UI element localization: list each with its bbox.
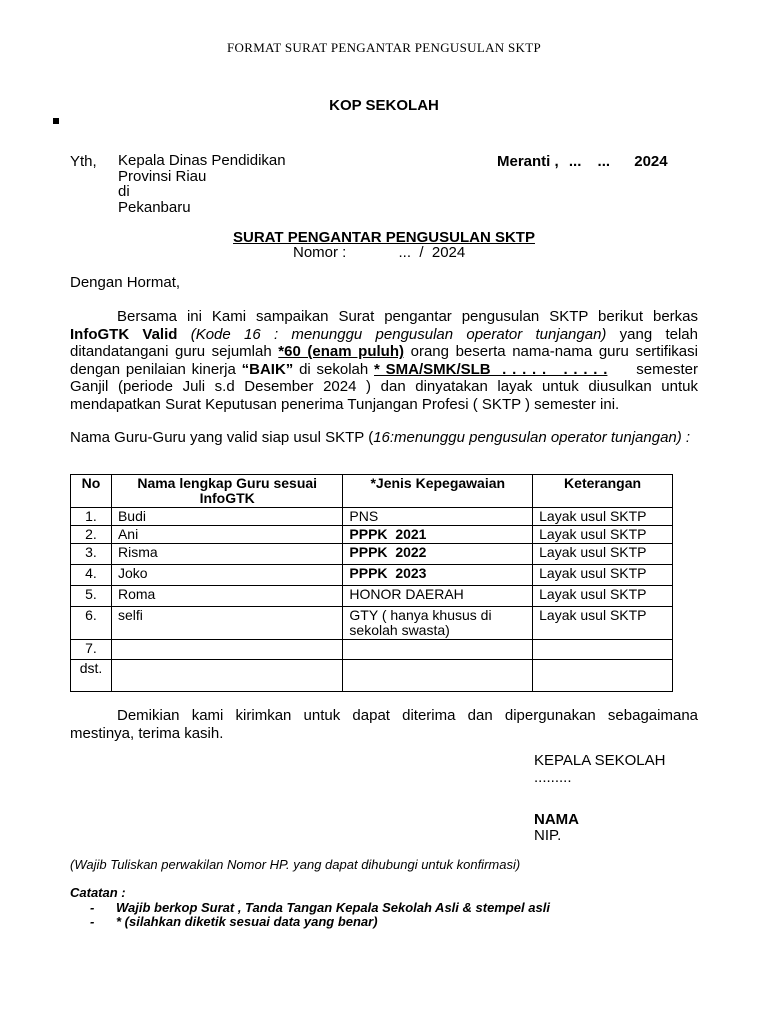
phone-note: (Wajib Tuliskan perwakilan Nomor HP. yang dapat dihubungi untuk konfirmasi) bbox=[70, 857, 521, 872]
signature-block bbox=[534, 752, 665, 786]
cell-name: Risma bbox=[111, 544, 342, 565]
cell-no: 3. bbox=[71, 544, 112, 565]
nomor-value: ... / 2024 bbox=[398, 244, 466, 261]
signature-title: KEPALA SEKOLAH bbox=[534, 752, 666, 769]
text: orang beserta nama-nama guru sertifikasi dengan penilaian kinerja bbox=[70, 343, 698, 378]
addressee-line: Kepala Dinas Pendidikan bbox=[118, 152, 286, 169]
letter-number bbox=[293, 244, 465, 261]
italic-text: (Kode 16 : menunggu pengusulan operator tunjangan) bbox=[177, 325, 607, 343]
table-row bbox=[71, 607, 673, 640]
text: Demikian kami kirimkan untuk dapat diterima dan dipergunakan sebagaimana mestinya, terima kasih. bbox=[70, 707, 698, 742]
italic-text: 16:menunggu pengusulan operator tunjangan) : bbox=[373, 429, 691, 446]
cell-no: 4. bbox=[71, 565, 112, 586]
date-day: ... bbox=[568, 153, 582, 170]
cell-jenis: GTY ( hanya khusus di sekolah swasta) bbox=[343, 607, 533, 640]
cell-name bbox=[111, 640, 342, 660]
cell-jenis bbox=[343, 640, 533, 660]
table-row bbox=[71, 526, 673, 544]
body-paragraph-1 bbox=[70, 308, 703, 413]
table-row bbox=[71, 660, 673, 692]
cell-keterangan: Layak usul SKTP bbox=[533, 508, 673, 526]
table-header-row bbox=[71, 475, 673, 508]
text: Bersama ini Kami sampaikan Surat pengantar pengusulan SKTP berikut berkas bbox=[117, 308, 698, 325]
school-name-placeholder: * SMA/SMK/SLB . . . . . . . . . . bbox=[374, 360, 608, 378]
table-row bbox=[71, 508, 673, 526]
cell-name bbox=[111, 660, 342, 692]
signer-block bbox=[534, 812, 579, 844]
col-header-keterangan: Keterangan bbox=[533, 475, 673, 508]
bold-text: “BAIK” bbox=[241, 360, 294, 378]
signature-dots: ......... bbox=[534, 769, 572, 786]
addressee-line: Pekanbaru bbox=[118, 198, 191, 216]
cell-keterangan: Layak usul SKTP bbox=[533, 544, 673, 565]
notes-block bbox=[70, 886, 550, 930]
cell-jenis: PPPK 2022 bbox=[343, 544, 533, 565]
col-header-name: Nama lengkap Guru sesuai InfoGTK bbox=[111, 475, 342, 508]
cell-keterangan: Layak usul SKTP bbox=[533, 607, 673, 640]
cell-keterangan: Layak usul SKTP bbox=[533, 526, 673, 544]
cell-keterangan bbox=[533, 660, 673, 692]
letterhead-placeholder: KOP SEKOLAH bbox=[329, 97, 439, 114]
date-year: 2024 bbox=[634, 153, 668, 170]
bold-text: InfoGTK Valid bbox=[70, 325, 178, 343]
closing-paragraph bbox=[70, 707, 698, 742]
cell-jenis: PPPK 2023 bbox=[343, 565, 533, 586]
cell-no: 7. bbox=[71, 640, 112, 660]
bullet-square-icon bbox=[53, 118, 59, 124]
cell-no: 2. bbox=[71, 526, 112, 544]
addressee-line: Provinsi Riau bbox=[118, 167, 207, 185]
cell-no: 6. bbox=[71, 607, 112, 640]
cell-no: dst. bbox=[71, 660, 112, 692]
signer-nip: NIP. bbox=[534, 827, 562, 844]
text: di sekolah bbox=[293, 360, 375, 378]
table-row bbox=[71, 544, 673, 565]
teacher-table bbox=[70, 474, 673, 692]
col-header-no: No bbox=[71, 475, 112, 508]
table-row bbox=[71, 640, 673, 660]
text: Nama Guru-Guru yang valid siap usul SKTP ( bbox=[70, 429, 374, 446]
teacher-count: *60 (enam puluh) bbox=[278, 343, 404, 360]
signer-name: NAMA bbox=[534, 811, 579, 828]
list-item: - * (silahkan diketik sesuai data yang benar) bbox=[90, 914, 378, 929]
cell-keterangan bbox=[533, 640, 673, 660]
body-paragraph-2 bbox=[70, 429, 698, 447]
note-text: * (silahkan diketik sesuai data yang benar) bbox=[116, 914, 378, 929]
cell-keterangan: Layak usul SKTP bbox=[533, 565, 673, 586]
cell-name: Joko bbox=[111, 565, 342, 586]
letter-subject: SURAT PENGANTAR PENGUSULAN SKTP bbox=[233, 229, 535, 246]
cell-name: selfi bbox=[111, 607, 342, 640]
date-place: Meranti , bbox=[497, 153, 559, 170]
greeting: Dengan Hormat, bbox=[70, 274, 181, 291]
addressee-salutation: Yth, bbox=[70, 153, 97, 170]
cell-no: 1. bbox=[71, 508, 112, 526]
cell-jenis bbox=[343, 660, 533, 692]
cell-keterangan: Layak usul SKTP bbox=[533, 586, 673, 607]
cell-name: Roma bbox=[111, 586, 342, 607]
document-title: FORMAT SURAT PENGANTAR PENGUSULAN SKTP bbox=[227, 40, 541, 55]
text: yang telah ditandatangani guru sejumlah bbox=[70, 325, 698, 360]
list-item: - Wajib berkop Surat , Tanda Tangan Kepala Sekolah Asli & stempel asli bbox=[90, 899, 550, 915]
cell-jenis: PNS bbox=[343, 508, 533, 526]
notes-label: Catatan : bbox=[70, 885, 126, 900]
addressee-line: di bbox=[118, 183, 130, 200]
nomor-label: Nomor : bbox=[293, 244, 347, 261]
cell-no: 5. bbox=[71, 586, 112, 607]
letter-date bbox=[497, 153, 668, 170]
col-header-jenis: *Jenis Kepegawaian bbox=[343, 475, 533, 508]
cell-name: Ani bbox=[111, 526, 342, 544]
note-text: Wajib berkop Surat , Tanda Tangan Kepala Sekolah Asli & stempel asli bbox=[116, 899, 550, 915]
table-row bbox=[71, 565, 673, 586]
text: semester Ganjil (periode Juli s.d Desember 2024 ) dan dinyatakan layak untuk diusulkan untuk mendapatkan Surat Keputusan penerima Tunjangan Profesi ( SKTP ) semester ini. bbox=[70, 360, 703, 413]
cell-jenis: PPPK 2021 bbox=[343, 526, 533, 544]
table-row bbox=[71, 586, 673, 607]
date-month: ... bbox=[597, 153, 611, 170]
cell-jenis: HONOR DAERAH bbox=[343, 586, 533, 607]
addressee-block bbox=[118, 153, 286, 215]
cell-name: Budi bbox=[111, 508, 342, 526]
